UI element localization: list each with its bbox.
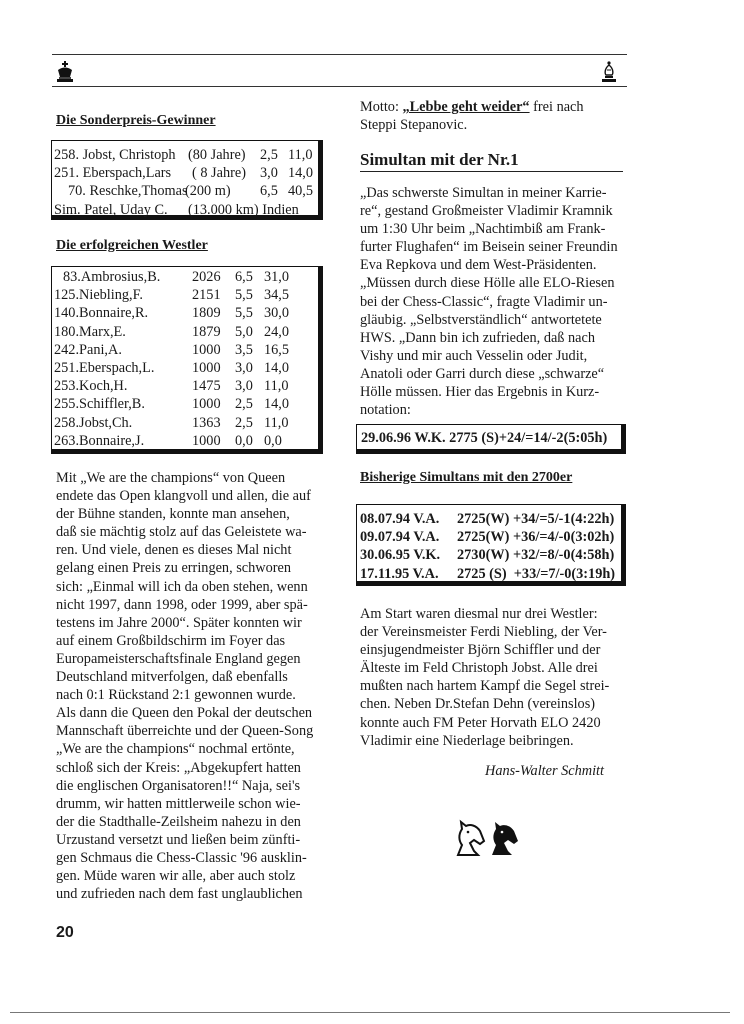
simultan-article bbox=[360, 184, 618, 419]
motto-prefix: Motto: bbox=[360, 99, 403, 115]
points-cell: 5,5 bbox=[235, 287, 253, 304]
paragraph-line: der Vereinsmeister Ferdi Niebling, der Ver- bbox=[360, 624, 607, 641]
table-row bbox=[357, 528, 621, 546]
paragraph-line: Als dann die Queen den Pokal der deutschen bbox=[56, 705, 313, 722]
date-cell: 08.07.94 V.A. bbox=[360, 511, 440, 527]
note-cell: ( 8 Jahre) bbox=[192, 165, 246, 182]
rating-cell: 1000 bbox=[192, 396, 221, 413]
paragraph-line: einsjugendmeister Björn Schiffler und der bbox=[360, 642, 601, 659]
paragraph-line: Vishy und mir auch Vesselin oder Judit, bbox=[360, 347, 588, 364]
paragraph-line: die englischen Organisatoren!!“ Naja, sei's bbox=[56, 777, 301, 794]
paragraph-line: um 1:30 Uhr beim „Nachtimbiß am Frank- bbox=[360, 221, 606, 238]
name-cell: 253.Koch,H. bbox=[54, 378, 128, 395]
paragraph-line: und zufrieden nach dem fast unglaublichen bbox=[56, 886, 303, 903]
motto-quote: „Lebbe geht weider“ bbox=[402, 99, 530, 115]
result-cell: 2730(W) +32/=8/-0(4:58h) bbox=[457, 547, 615, 564]
table-row bbox=[52, 414, 318, 432]
name-cell: 263.Bonnaire,J. bbox=[54, 432, 145, 449]
result-cell: 2725(W) +36/=4/-0(3:02h) bbox=[457, 529, 615, 546]
rating-cell: 1000 bbox=[192, 359, 221, 376]
table-row bbox=[52, 201, 318, 219]
paragraph-line: Anatoli oder Garri durch diese „schwarze“ bbox=[360, 365, 605, 382]
table-row bbox=[52, 182, 318, 200]
bisherige-title: Bisherige Simultans mit den 2700er bbox=[360, 470, 573, 485]
score-cell: 11,0 bbox=[264, 414, 289, 431]
score-cell: 31,0 bbox=[264, 269, 290, 285]
result-cell: 2725 (S) +33/=7/-0(3:19h) bbox=[457, 565, 616, 582]
rating-cell: 2151 bbox=[192, 287, 221, 304]
footer-rule bbox=[10, 1012, 730, 1013]
paragraph-line: HWS. „Dann bin ich zufrieden, daß nach bbox=[360, 329, 596, 346]
bishop-icon bbox=[600, 61, 618, 83]
table-row bbox=[52, 304, 318, 322]
paragraph-line: auf einem Großbildschirm im Foyer das bbox=[56, 632, 286, 649]
page-number: 20 bbox=[56, 924, 74, 941]
date-cell: 30.06.95 V.K. bbox=[360, 547, 441, 564]
points-cell: 5,5 bbox=[235, 305, 253, 322]
paragraph-line: der Bühne standen, konnte man ansehen, bbox=[56, 506, 290, 523]
name-cell: 70. Reschke,Thomas bbox=[68, 183, 188, 200]
sonderpreis-title: Die Sonderpreis-Gewinner bbox=[56, 113, 216, 128]
paragraph-line: furter Flughafen“ im Beisein seiner Freundin bbox=[360, 239, 618, 256]
table-row bbox=[52, 377, 318, 395]
paragraph-line: sich: „Einmal will ich da oben stehen, wenn bbox=[56, 578, 308, 595]
westler-title: Die erfolgreichen Westler bbox=[56, 238, 208, 253]
paragraph-line: Mit „We are the champions“ von Queen bbox=[56, 470, 286, 486]
table-row bbox=[52, 341, 318, 359]
name-cell: 140.Bonnaire,R. bbox=[54, 305, 149, 322]
name-cell: 258.Jobst,Ch. bbox=[54, 414, 133, 431]
paragraph-line: Mannschaft überreichte und der Queen-Song bbox=[56, 723, 314, 740]
header-rule-top bbox=[52, 54, 627, 55]
rating-cell: 1000 bbox=[192, 432, 221, 449]
paragraph-line: Eva Repkova und dem West-Präsidenten. bbox=[360, 257, 597, 274]
paragraph-line: Urzustand versetzt und ließen beim zünfti- bbox=[56, 831, 301, 848]
score-cell: 11,0 bbox=[264, 378, 289, 395]
name-cell: 255.Schiffler,B. bbox=[54, 396, 145, 413]
score-cell: 30,0 bbox=[264, 305, 290, 322]
table-row bbox=[52, 359, 318, 377]
paragraph-line: chen. Neben Dr.Stefan Dehn (vereinslos) bbox=[360, 696, 596, 713]
points-cell: 6,5 bbox=[235, 269, 253, 285]
points-cell: 3,0 bbox=[260, 165, 278, 182]
note-cell: (80 Jahre) bbox=[188, 147, 246, 163]
points-cell: 5,0 bbox=[235, 323, 253, 340]
sonderpreis-table bbox=[51, 140, 323, 220]
paragraph-line: notation: bbox=[360, 402, 411, 419]
paragraph-line: re“, gestand Großmeister Vladimir Kramnik bbox=[360, 203, 613, 220]
paragraph-line: konnte auch FM Peter Horvath ELO 2420 bbox=[360, 714, 601, 731]
rating-cell: 1809 bbox=[192, 305, 221, 322]
name-cell: Sim. Patel, Uday C. bbox=[54, 201, 168, 218]
rating-cell: 1363 bbox=[192, 414, 221, 431]
header-rule-bottom bbox=[52, 86, 627, 87]
paragraph-line: „We are the champions“ nochmal ertönte, bbox=[56, 741, 295, 758]
paragraph-line: „Müssen durch diese Hölle alle ELO-Riesen bbox=[360, 275, 615, 292]
table-row bbox=[52, 432, 318, 450]
paragraph-line: mußten nach hartem Kampf die Segel strei- bbox=[360, 678, 610, 695]
paragraph-line: endete das Open klangvoll und allen, die auf bbox=[56, 488, 311, 505]
name-cell: 251. Eberspach,Lars bbox=[54, 165, 172, 182]
paragraph-line: testens im Jahre 2000“. Später konnten wir bbox=[56, 614, 302, 631]
points-cell: 2,5 bbox=[235, 396, 253, 413]
name-cell: 258. Jobst, Christoph bbox=[54, 147, 176, 163]
table-row bbox=[52, 323, 318, 341]
points-cell: 2,5 bbox=[235, 414, 253, 431]
paragraph-line: gläubig. „Selbstverständlich“ antwortetete bbox=[360, 311, 602, 328]
name-cell: 125.Niebling,F. bbox=[54, 287, 144, 304]
rating-cell: 1475 bbox=[192, 378, 221, 395]
table-row bbox=[357, 546, 621, 564]
score-cell: 14,0 bbox=[264, 359, 290, 376]
points-cell: 6,5 bbox=[260, 183, 278, 200]
name-cell: 242.Pani,A. bbox=[54, 341, 122, 358]
paragraph-line: Deutschland mitverfolgen, daß ebenfalls bbox=[56, 669, 288, 686]
paragraph-line: gelang einen Preis zu erringen, schworen bbox=[56, 560, 292, 577]
points-cell: 0,0 bbox=[235, 432, 253, 449]
paragraph-line: drumm, wir hatten mittlerweile schon wie- bbox=[56, 795, 301, 812]
date-cell: 17.11.95 V.A. bbox=[360, 565, 439, 582]
rating-cell: 1000 bbox=[192, 341, 221, 358]
knights-icon bbox=[452, 815, 526, 859]
score-cell: 11,0 bbox=[288, 147, 313, 163]
westler-table bbox=[51, 266, 323, 454]
date-cell: 09.07.94 V.A. bbox=[360, 529, 440, 546]
paragraph-line: schloß sich der Kreis: „Abgekupfert hatten bbox=[56, 759, 301, 776]
author-signature: Hans-Walter Schmitt bbox=[485, 763, 605, 779]
paragraph-line: Europameisterschaftsfinale England gegen bbox=[56, 650, 301, 667]
table-row bbox=[52, 146, 318, 164]
paragraph-line: gen. Müde waren wir alle, aber auch stolz bbox=[56, 868, 296, 885]
table-row bbox=[357, 510, 621, 528]
paragraph-line: nicht 1997, dann 1998, oder 1999, aber spä- bbox=[56, 596, 308, 613]
paragraph-line: Am Start waren diesmal nur drei Westler: bbox=[360, 606, 598, 622]
score-cell: 14,0 bbox=[288, 165, 314, 182]
points-cell: 3,0 bbox=[235, 359, 253, 376]
rating-cell: 2026 bbox=[192, 269, 221, 285]
start-article bbox=[360, 605, 609, 750]
table-row bbox=[52, 164, 318, 182]
score-cell: 24,0 bbox=[264, 323, 290, 340]
score-cell: 14,0 bbox=[264, 396, 290, 413]
left-article bbox=[56, 469, 313, 903]
name-cell: 251.Eberspach,L. bbox=[54, 359, 155, 376]
result-box bbox=[356, 424, 626, 454]
points-cell: 3,5 bbox=[235, 341, 253, 358]
points-cell: 2,5 bbox=[260, 147, 278, 163]
paragraph-line: der die Stadthalle-Zeilsheim nahezu in den bbox=[56, 813, 301, 830]
paragraph-line: gen Schmaus die Chess-Classic '96 ausklin- bbox=[56, 849, 307, 866]
score-cell: 16,5 bbox=[264, 341, 290, 358]
paragraph-line: Älteste im Feld Christoph Jobst. Alle drei bbox=[360, 660, 598, 677]
rating-cell: 1879 bbox=[192, 323, 221, 340]
points-cell: 3,0 bbox=[235, 378, 253, 395]
motto bbox=[360, 98, 584, 134]
paragraph-line: nach 0:1 Rückstand 2:1 gewonnen wurde. bbox=[56, 687, 296, 704]
result-text: 29.06.96 W.K. 2775 (S)+24/=14/-2(5:05h) bbox=[361, 430, 608, 446]
paragraph-line: ren. Und viele, denen es dieses Mal nicht bbox=[56, 542, 292, 559]
name-cell: 83.Ambrosius,B. bbox=[63, 269, 161, 285]
paragraph-line: Vladimir eine Niederlage beibringen. bbox=[360, 732, 574, 749]
note-cell: (13.000 km) Indien bbox=[188, 201, 299, 218]
motto-suffix: frei nach bbox=[529, 99, 584, 115]
score-cell: 0,0 bbox=[264, 432, 282, 449]
simultan-title: Simultan mit der Nr.1 bbox=[360, 150, 519, 169]
motto-line-2: Steppi Stepanovic. bbox=[360, 117, 468, 134]
bisherige-table bbox=[356, 504, 626, 586]
table-row bbox=[52, 286, 318, 304]
score-cell: 34,5 bbox=[264, 287, 290, 304]
score-cell: 40,5 bbox=[288, 183, 314, 200]
simultan-title-rule bbox=[360, 171, 623, 172]
table-row bbox=[52, 395, 318, 413]
king-icon bbox=[56, 61, 74, 83]
table-row bbox=[357, 565, 621, 583]
paragraph-line: „Das schwerste Simultan in meiner Karrie- bbox=[360, 185, 607, 201]
note-cell: (200 m) bbox=[185, 183, 231, 200]
result-cell: 2725(W) +34/=5/-1(4:22h) bbox=[457, 511, 615, 527]
name-cell: 180.Marx,E. bbox=[54, 323, 126, 340]
paragraph-line: bei der Chess-Classic“, fragte Vladimir un- bbox=[360, 293, 608, 310]
table-row bbox=[52, 268, 318, 286]
paragraph-line: Hölle müssen. Hier das Ergebnis in Kurz- bbox=[360, 384, 600, 401]
paragraph-line: daß sie mächtig stolz auf das Geleistete wa- bbox=[56, 524, 307, 541]
